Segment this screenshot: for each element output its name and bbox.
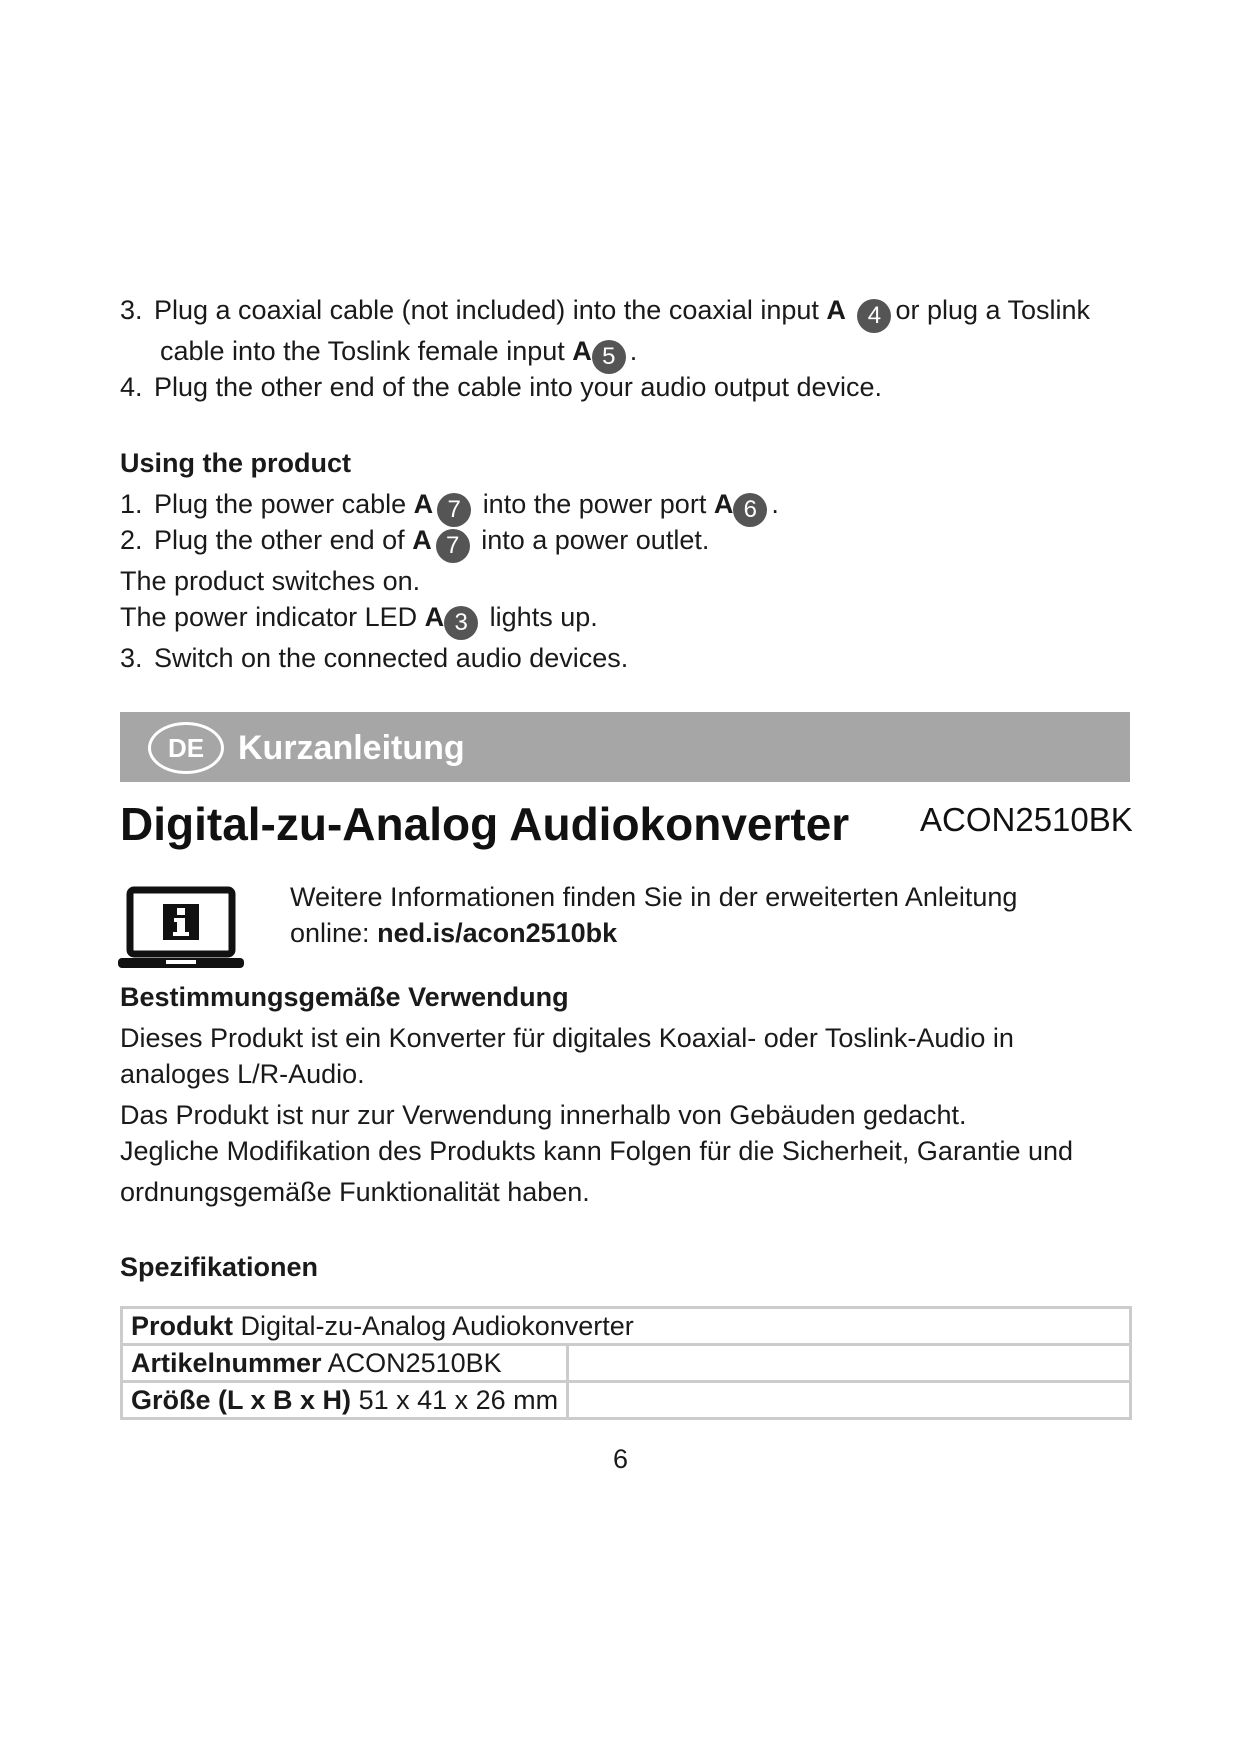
callout-5: 5	[592, 340, 626, 374]
install-step-3: 3. Plug a coaxial cable (not included) into the coaxial input A 4 or plug a Toslink	[120, 293, 1090, 333]
spec-cell: Artikelnummer ACON2510BK	[122, 1345, 568, 1382]
usage-heading: Bestimmungsgemäße Verwendung	[120, 982, 569, 1012]
using-heading: Using the product	[120, 448, 351, 478]
usage-paragraph-3-line-1: Jegliche Modifikation des Produkts kann Folgen für die Sicherheit, Garantie und	[120, 1136, 1074, 1166]
language-banner	[120, 712, 1130, 782]
table-row	[122, 1345, 1131, 1382]
callout-6: 6	[733, 493, 767, 527]
table-row	[122, 1308, 1131, 1345]
language-badge: DE	[148, 722, 224, 774]
model-number: ACON2510BK	[920, 801, 1133, 838]
banner-title: Kurzanleitung	[238, 729, 465, 767]
spec-cell-empty	[568, 1345, 1131, 1382]
step-number: 4.	[120, 372, 143, 402]
using-step-3: 3. Switch on the connected audio devices.	[120, 643, 629, 673]
spec-cell: Größe (L x B x H) 51 x 41 x 26 mm	[122, 1382, 568, 1419]
step-number: 3.	[120, 295, 143, 325]
product-title: Digital-zu-Analog Audiokonverter	[120, 798, 850, 850]
using-note-2: The power indicator LED A 3 lights up.	[120, 600, 598, 640]
usage-paragraph-1-line-1: Dieses Produkt ist ein Konverter für digitales Koaxial- oder Toslink-Audio in	[120, 1023, 1014, 1053]
specs-table	[120, 1306, 1132, 1420]
step-number: 2.	[120, 525, 143, 555]
spec-cell-empty	[568, 1382, 1131, 1419]
info-text-line-1: Weitere Informationen finden Sie in der erweiterten Anleitung	[290, 882, 1018, 912]
laptop-info-icon	[118, 886, 244, 972]
install-step-3-continued: cable into the Toslink female input A 5 .	[160, 334, 637, 374]
info-text-line-2: online: ned.is/acon2510bk	[290, 918, 618, 948]
callout-3: 3	[444, 606, 478, 640]
callout-7: 7	[437, 493, 471, 527]
page-number: 6	[612, 1444, 629, 1474]
callout-4: 4	[857, 299, 891, 333]
specs-heading: Spezifikationen	[120, 1252, 319, 1282]
usage-paragraph-3-line-2: ordnungsgemäße Funktionalität haben.	[120, 1177, 590, 1207]
using-step-1: 1. Plug the power cable A 7 into the power port A 6 .	[120, 487, 779, 527]
using-note-1: The product switches on.	[120, 566, 421, 596]
callout-7: 7	[436, 529, 470, 563]
spec-cell: Produkt Digital-zu-Analog Audiokonverter	[122, 1308, 1131, 1345]
install-step-4: 4. Plug the other end of the cable into your audio output device.	[120, 372, 883, 402]
step-number: 3.	[120, 643, 143, 673]
table-row	[122, 1382, 1131, 1419]
manual-link[interactable]: ned.is/acon2510bk	[377, 918, 618, 948]
using-step-2: 2. Plug the other end of A 7 into a power outlet.	[120, 523, 709, 563]
usage-paragraph-1-line-2: analoges L/R-Audio.	[120, 1059, 365, 1089]
usage-paragraph-2: Das Produkt ist nur zur Verwendung innerhalb von Gebäuden gedacht.	[120, 1100, 967, 1130]
step-number: 1.	[120, 489, 143, 519]
